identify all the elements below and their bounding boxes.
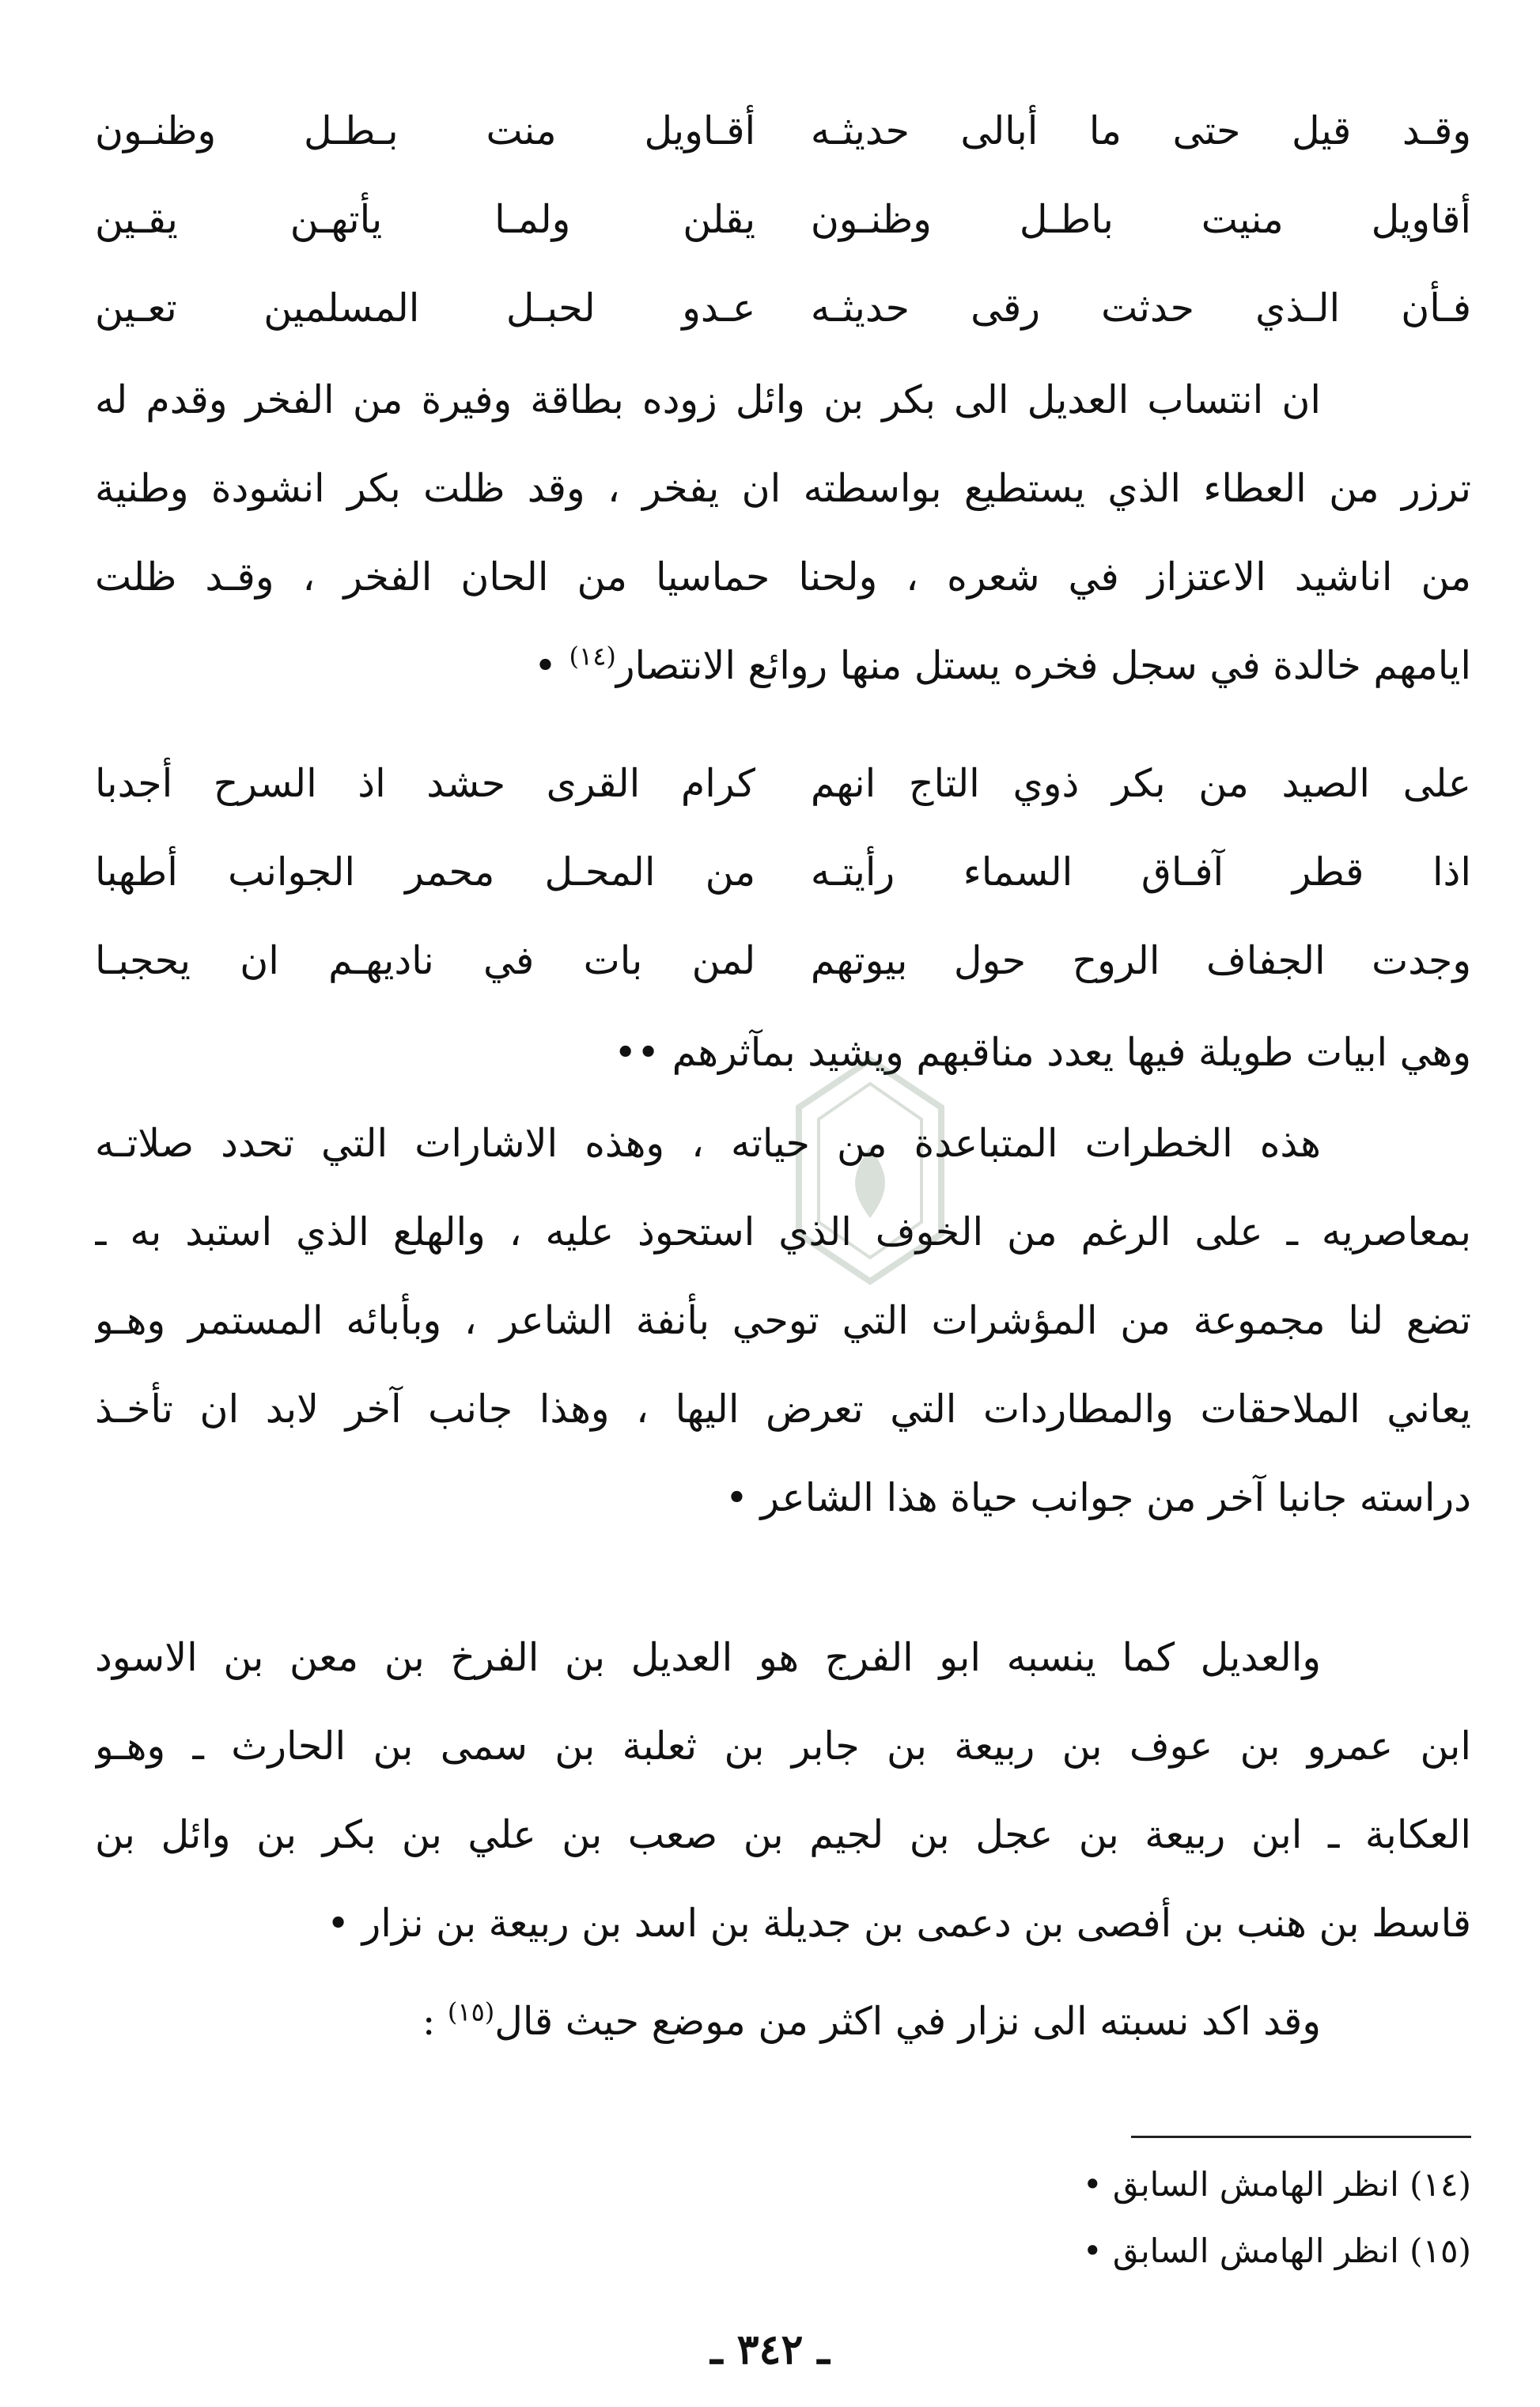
- text-line: تضع لنا مجموعة من المؤشرات التي توحي بأنفة الشاعر ، وبأبائه المستمر وهـو: [95, 1298, 1471, 1343]
- verse-line: [95, 828, 1471, 917]
- text-line: [95, 622, 1471, 710]
- footnote-reference: (١٥): [447, 1996, 495, 2027]
- paragraph-poet-character: [95, 1099, 1471, 1542]
- poem-verses-1: [95, 87, 1471, 353]
- verse-line: [95, 264, 1471, 353]
- verse-line: [95, 740, 1471, 828]
- footnote-reference: (١٤): [569, 641, 616, 672]
- text-line: يعاني الملاحقات والمطاردات التي تعرض اليها ، وهذا جانب آخر لابد ان تأخـذ: [95, 1387, 1471, 1432]
- text-line: من اناشيد الاعتزاز في شعره ، ولحنا حماسيا من الحان الفخر ، وقـد ظلت: [95, 554, 1471, 600]
- footnote-15: (١٥) انظر الهامش السابق •: [1082, 2231, 1471, 2270]
- text-line: قاسط بن هنب بن أفصى بن دعمى بن جديلة بن اسد بن ربيعة بن نزار •: [327, 1901, 1471, 1946]
- paragraph-lineage-pride: [95, 356, 1471, 710]
- verse-first-hemistich: على الصيد من بكر ذوي التاج انهم: [810, 761, 1471, 806]
- verse-second-hemistich: يقلن ولمـا يأتهـن يقـين: [95, 197, 756, 242]
- text-line: العكابة ـ ابن ربيعة بن عجل بن لجيم بن صعب بن علي بن بكر بن وائل بن: [95, 1812, 1471, 1857]
- verse-first-hemistich: وجدت الجفاف الروح حول بيوتهم: [810, 938, 1471, 983]
- footnotes: [712, 2152, 1471, 2284]
- verse-line: [95, 87, 1471, 176]
- verse-line: [95, 917, 1471, 1005]
- text-line-content: ايامهم خالدة في سجل فخره يستل منها روائع الانتصار: [615, 643, 1471, 688]
- verse-second-hemistich: عـدو لحبـل المسلمين تعـين: [95, 286, 756, 331]
- text-line: [95, 1977, 1471, 2066]
- verse-second-hemistich: أقـاويل منت بـطـل وظنـون: [95, 108, 756, 153]
- verse-second-hemistich: لمن بات في ناديهـم ان يحجبـا: [95, 938, 756, 983]
- text-line: هذه الخطرات المتباعدة من حياته ، وهذه الاشارات التي تحدد صلاتـه: [95, 1121, 1321, 1166]
- verse-first-hemistich: وقـد قيل حتى ما أبالى حديثـه: [810, 108, 1471, 153]
- sentence-end: :: [422, 1999, 448, 2044]
- verse-second-hemistich: من المحـل محمر الجوانب أطهبا: [95, 850, 756, 895]
- text-line: والعديل كما ينسبه ابو الفرج هو العديل بن الفرخ بن معن بن الاسود: [95, 1635, 1321, 1680]
- text-line: ان انتساب العديل الى بكر بن وائل زوده بطاقة وفيرة من الفخر وقدم له: [95, 377, 1321, 422]
- paragraph-genealogy: [95, 1614, 1471, 1968]
- text-line: بمعاصريه ـ على الرغم من الخوف الذي استحوذ عليه ، والهلع الذي استبد به ـ: [95, 1209, 1471, 1255]
- verse-first-hemistich: فـأن الـذي حدثت رقى حديثـه: [810, 286, 1471, 331]
- text-line: وهي ابيات طويلة فيها يعدد مناقبهم ويشيد بمآثرهم ••: [614, 1030, 1471, 1075]
- text-line: ابن عمرو بن عوف بن ربيعة بن جابر بن ثعلبة بن سمى بن الحارث ـ وهـو: [95, 1724, 1471, 1769]
- sentence-end: •: [534, 643, 569, 688]
- text-line: ترزر من العطاء الذي يستطيع بواسطته ان يفخر ، وقد ظلت بكر انشودة وطنية: [95, 466, 1471, 511]
- footnote-separator: [1131, 2136, 1471, 2138]
- paragraph-nizar-lineage: [95, 1977, 1471, 2066]
- poem-verses-2: [95, 740, 1471, 1005]
- page-number: ـ ٣٤٢ ـ: [710, 2326, 830, 2374]
- verse-first-hemistich: اذا قطر آفـاق السماء رأيتـه: [810, 850, 1471, 895]
- footnote-14: (١٤) انظر الهامش السابق •: [1082, 2165, 1471, 2204]
- verse-second-hemistich: كرام القرى حشد اذ السرح أجدبا: [95, 761, 756, 806]
- verse-first-hemistich: أقاويل منيت باطـل وظنـون: [810, 197, 1471, 242]
- text-line: دراسته جانبا آخر من جوانب حياة هذا الشاعر •: [725, 1475, 1471, 1520]
- verse-line: [95, 176, 1471, 264]
- text-line-content: وقد اكد نسبته الى نزار في اكثر من موضع حيث قال: [494, 1999, 1321, 2044]
